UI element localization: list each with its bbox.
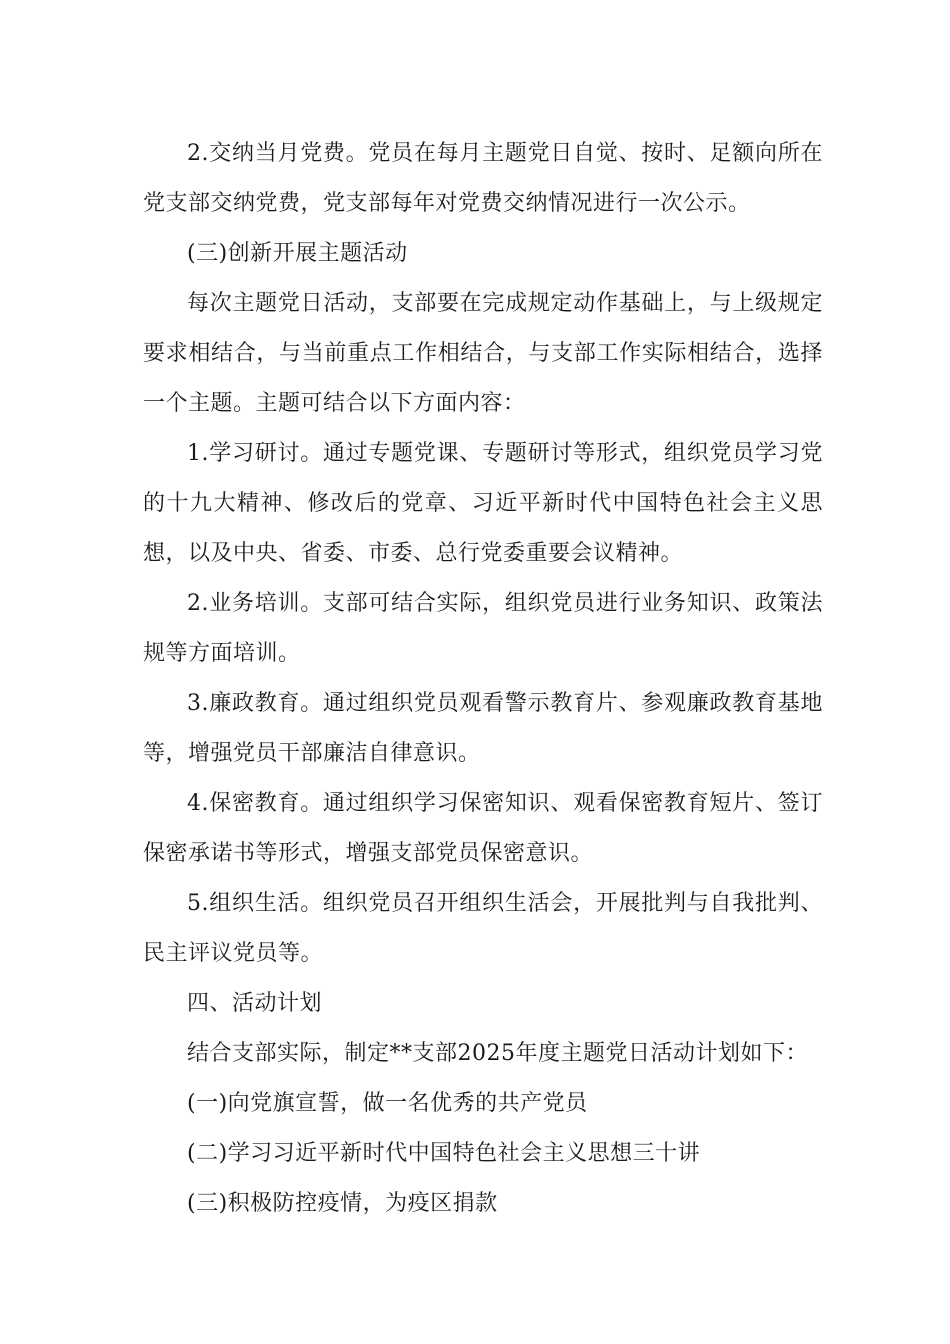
paragraph-plan-intro: 结合支部实际，制定**支部2025年度主题党日活动计划如下： [187,1041,808,1066]
paragraph-party-dues: 2.交纳当月党费。党员在每月主题党日自觉、按时、足额向所在党支部交纳党费，党支部每年对党费交纳情况进行一次公示。 [143,141,823,216]
plan-item-1: (一)向党旗宣誓，做一名优秀的共产党员 [187,1091,588,1116]
paragraph-confidentiality-education: 4.保密教育。通过组织学习保密知识、观看保密教育短片、签订保密承诺书等形式，增强支部党员保密意识。 [143,791,823,866]
plan-item-3: (三)积极防控疫情，为疫区捐款 [187,1191,498,1216]
document-body [143,129,823,1229]
plan-item-2: (二)学习习近平新时代中国特色社会主义思想三十讲 [187,1141,701,1166]
paragraph-integrity-education: 3.廉政教育。通过组织党员观看警示教育片、参观廉政教育基地等，增强党员干部廉洁自律意识。 [143,691,823,766]
heading-innovative-activities: (三)创新开展主题活动 [187,241,408,266]
paragraph-organizational-life: 5.组织生活。组织党员召开组织生活会，开展批判与自我批判、民主评议党员等。 [143,891,823,966]
paragraph-business-training: 2.业务培训。支部可结合实际，组织党员进行业务知识、政策法规等方面培训。 [143,591,823,666]
paragraph-study-discussion: 1.学习研讨。通过专题党课、专题研讨等形式，组织党员学习党的十九大精神、修改后的党章、习近平新时代中国特色社会主义思想，以及中央、省委、市委、总行党委重要会议精神。 [143,441,823,566]
heading-activity-plan: 四、活动计划 [187,991,323,1016]
paragraph-theme-selection: 每次主题党日活动，支部要在完成规定动作基础上，与上级规定要求相结合，与当前重点工作相结合，与支部工作实际相结合，选择一个主题。主题可结合以下方面内容： [143,291,823,416]
